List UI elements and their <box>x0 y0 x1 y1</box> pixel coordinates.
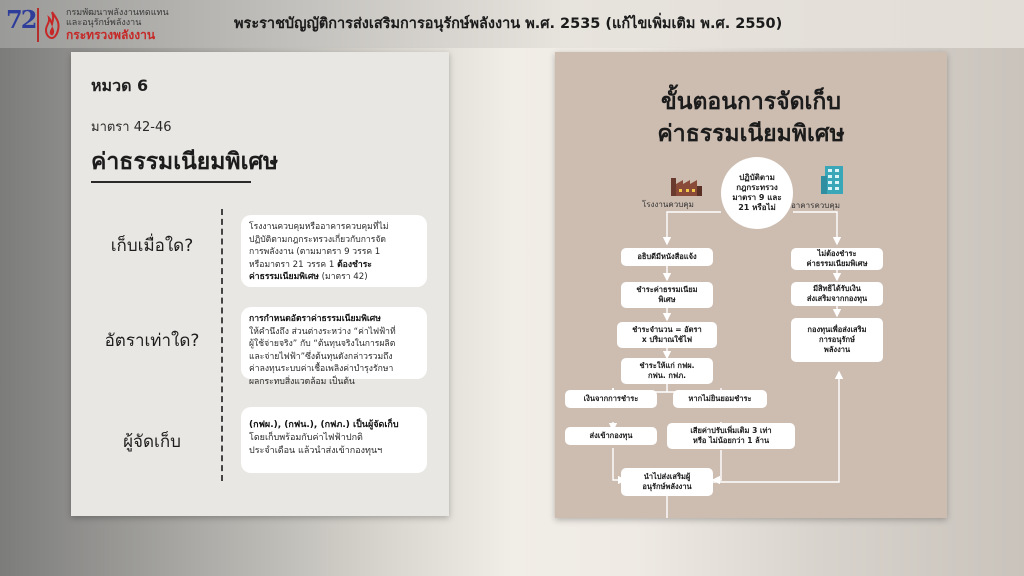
step-text: เสียค่าปรับเพิ่มเติม 3 เท่า <box>690 426 772 435</box>
step-pay-to <box>621 358 713 384</box>
chapter-card <box>71 52 449 516</box>
decision-text: กฎกระทรวง <box>736 183 778 192</box>
step-text: เงินจากการชำระ <box>583 394 639 403</box>
building-icon <box>821 164 847 194</box>
answer-emphasis: การกำหนดอัตราค่าธรรมเนียมพิเศษ <box>249 314 381 324</box>
answer-emphasis: ค่าธรรมเนียมพิเศษ <box>249 272 319 282</box>
logo-divider <box>37 8 39 42</box>
flame-icon <box>42 10 62 40</box>
step-text: กองทุนเพื่อส่งเสริม <box>807 325 867 334</box>
dashed-divider <box>221 209 223 481</box>
step-text: มีสิทธิได้รับเงิน <box>813 284 861 293</box>
answer-line: ค่าลงทุนระบบค่าเชื้อเพลิงค่าบำรุงรักษา <box>249 364 394 374</box>
step-text: อธิบดีมีหนังสือแจ้ง <box>637 252 697 261</box>
process-title-line2: ค่าธรรมเนียมพิเศษ <box>657 121 845 147</box>
decision-text: ปฏิบัติตาม <box>739 173 775 182</box>
answer-line: ปฏิบัติตามกฎกระทรวงเกี่ยวกับการจัด <box>249 234 386 245</box>
answer-rate <box>241 307 427 387</box>
section-range: มาตรา 42-46 <box>91 120 172 135</box>
step-text: กฟน. กฟภ. <box>647 371 687 380</box>
step-text: ค่าธรรมเนียมพิเศษ <box>806 259 868 268</box>
step-text: หากไม่ยินยอมชำระ <box>688 394 752 403</box>
anniversary-number: 72 <box>6 5 36 34</box>
answer-when <box>241 215 427 287</box>
step-text: การอนุรักษ์ <box>819 335 855 344</box>
step-text: ชำระจำนวน = อัตรา <box>632 325 702 334</box>
process-title-line1: ขั้นตอนการจัดเก็บ <box>661 89 841 115</box>
step-text: หรือ ไม่น้อยกว่า 1 ล้าน <box>692 436 770 445</box>
question-when: เก็บเมื่อใด? <box>110 236 194 256</box>
factory-label: โรงงานควบคุม <box>642 200 694 209</box>
step-text: พลังงาน <box>823 345 851 354</box>
question-collector: ผู้จัดเก็บ <box>123 432 181 452</box>
step-promote <box>621 468 713 496</box>
decision-text: 21 หรือไม่ <box>738 203 776 212</box>
step-energy-fund <box>791 318 883 362</box>
step-send-fund <box>565 427 657 445</box>
step-text: ส่งเข้ากองทุน <box>589 431 633 440</box>
answer-line: และจ่ายไฟฟ้า”ซึ่งต้นทุนดังกล่าวรวมถึง <box>249 351 393 362</box>
step-text: ชำระให้แก่ กฟผ. <box>639 361 695 370</box>
step-pay-fee <box>621 282 713 308</box>
answer-line <box>249 419 419 432</box>
answer-line: ผลกระทบสิ่งแวดล้อม เป็นต้น <box>249 376 355 387</box>
decision-text: มาตรา 9 และ <box>732 193 782 202</box>
chapter-label: หมวด 6 <box>91 76 149 95</box>
department-name-line1: กรมพัฒนาพลังงานทดแทน <box>66 8 169 18</box>
step-text: ชำระค่าธรรมเนียม <box>636 285 698 294</box>
answer-line: ให้คำนึงถึง ส่วนต่างระหว่าง “ค่าไฟฟ้าที่ <box>249 326 396 337</box>
step-no-fee <box>791 248 883 270</box>
step-refuse-pay <box>673 390 767 408</box>
answer-line: โรงงานควบคุมหรืออาคารควบคุมที่ไม่ <box>249 222 389 232</box>
department-name-line2: และอนุรักษ์พลังงาน <box>66 18 142 28</box>
ministry-name: กระทรวงพลังงาน <box>66 28 156 42</box>
answer-collector <box>241 407 427 473</box>
page-title: พระราชบัญญัติการส่งเสริมการอนุรักษ์พลังงาน พ.ศ. 2535 (แก้ไขเพิ่มเติม พ.ศ. 2550) <box>234 16 783 32</box>
step-text: อนุรักษ์พลังงาน <box>642 482 692 491</box>
step-entitled-subsidy <box>791 282 883 306</box>
answer-line <box>249 271 419 284</box>
building-label: อาคารควบคุม <box>791 201 840 210</box>
step-amount <box>617 322 717 348</box>
chapter-title: ค่าธรรมเนียมพิเศษ <box>91 149 279 175</box>
step-text: ส่งเสริมจากกองทุน <box>806 294 868 303</box>
answer-text: หรือมาตรา 21 วรรค 1 <box>249 259 338 270</box>
factory-icon <box>669 174 703 196</box>
ministry-logo <box>4 6 224 44</box>
step-penalty <box>667 423 795 449</box>
decision-circle <box>721 157 793 229</box>
step-payment-money <box>565 390 657 408</box>
process-card <box>555 52 947 518</box>
answer-emphasis: (กฟผ.), (กฟน.), (กฟภ.) เป็นผู้จัดเก็บ <box>249 420 399 430</box>
step-text: x ปริมาณใช้ไฟ <box>641 335 693 344</box>
title-underline <box>91 181 251 183</box>
step-notice <box>621 248 713 266</box>
answer-line: ผู้ใช้จ่ายจริง” กับ “ต้นทุนจริงในการผลิต <box>249 339 396 349</box>
answer-line <box>249 313 419 326</box>
question-rate: อัตราเท่าใด? <box>104 331 200 351</box>
step-text: ไม่ต้องชำระ <box>817 249 857 258</box>
answer-emphasis: ต้องชำระ <box>337 259 372 270</box>
answer-line: โดยเก็บพร้อมกับค่าไฟฟ้าปกติ <box>249 433 363 443</box>
answer-line <box>249 259 419 272</box>
answer-line: การพลังงาน (ตามมาตรา 9 วรรค 1 <box>249 247 381 257</box>
step-text: นำไปส่งเสริมผู้ <box>643 472 691 481</box>
step-text: พิเศษ <box>658 295 676 304</box>
answer-line: ประจำเดือน แล้วนำส่งเข้ากองทุนฯ <box>249 446 383 456</box>
answer-text: (มาตรา 42) <box>318 272 368 282</box>
